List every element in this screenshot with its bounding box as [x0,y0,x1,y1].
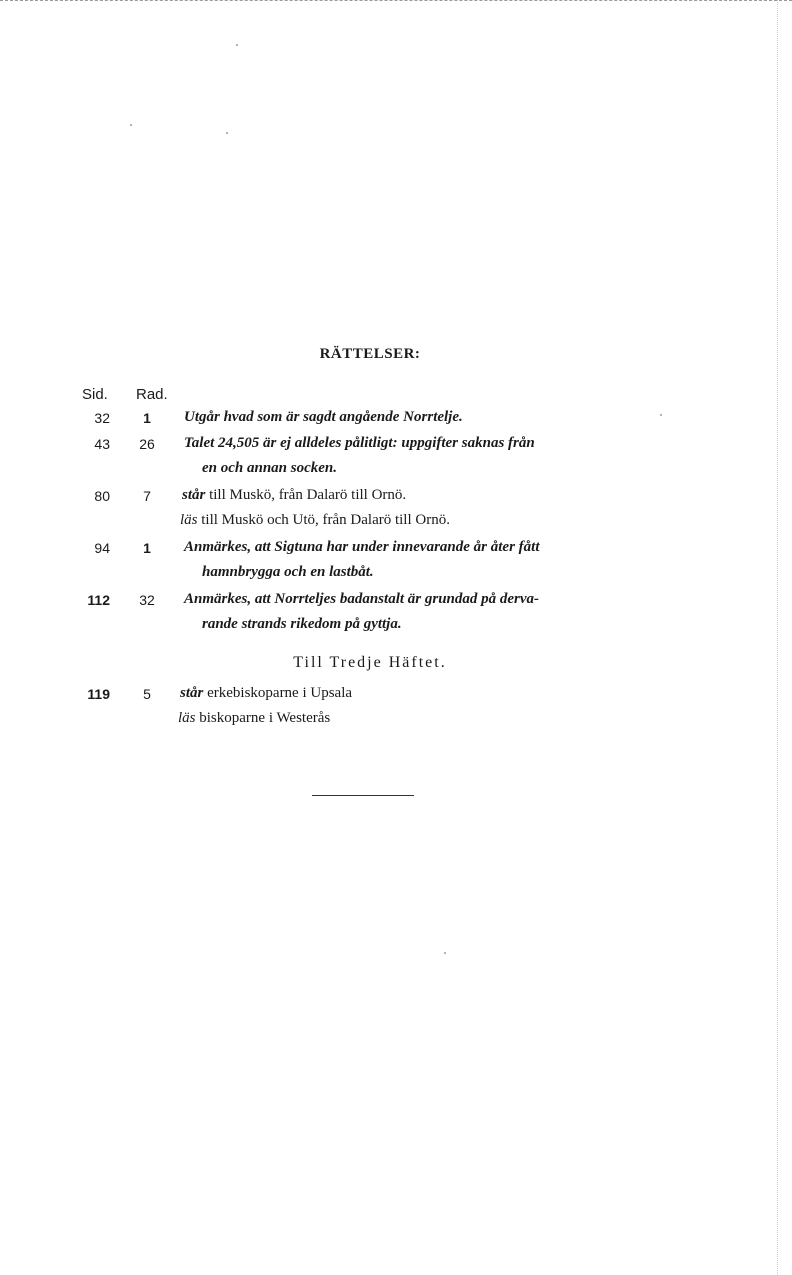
column-header-sid: Sid. [82,386,108,403]
entry-line-number: 1 [143,410,151,426]
entry-page-number: 119 [87,686,110,702]
entry-line-number: 7 [143,488,151,504]
entry-correction-stands [180,685,654,702]
entry-text: Anmärkes, att Sigtuna har under innevarande år åter fått [184,539,540,555]
entry-line-number: 26 [139,436,155,452]
page-edge [777,0,778,1275]
entry-text: Talet 24,505 är ej alldeles pålitligt: uppgifter saknas från [184,435,535,451]
entry-correction-read [178,710,652,727]
entry-text-continued: en och annan socken. [202,460,338,476]
entry-line-number: 32 [139,592,155,608]
page-title: RÄTTELSER: [319,346,421,362]
entry-page-number: 43 [94,436,110,452]
entry-page-number: 94 [94,540,110,556]
paper-speck [226,132,228,134]
entry-line-number: 5 [143,686,151,702]
closing-rule [312,795,414,796]
entry-page-number: 80 [94,488,110,504]
entry-text: Anmärkes, att Norrteljes badanstalt är grundad på derva- [184,591,540,607]
read-text: till Muskö och Utö, från Dalarö till Ornö. [201,512,450,528]
entry-text-continued: rande strands rikedom på gyttja. [202,616,402,632]
paper-speck [236,44,238,46]
stands-label: står [182,487,206,503]
entry-line-number: 1 [143,540,151,556]
column-header-rad: Rad. [136,386,168,403]
entry-correction-read [180,512,654,529]
paper-speck [130,124,132,126]
stands-text: till Muskö, från Dalarö till Ornö. [209,487,407,503]
paper-speck [444,952,446,954]
read-label: läs [178,710,196,726]
stands-text: erkebiskoparne i Upsala [207,685,353,701]
top-edge-rule [0,0,792,7]
entry-text-continued: hamnbrygga och en lastbåt. [202,564,374,580]
entry-page-number: 112 [87,592,110,608]
entry-page-number: 32 [94,410,110,426]
read-label: läs [180,512,198,528]
paper-speck [660,414,662,416]
stands-label: står [180,685,204,701]
section-subtitle: Till Tredje Häftet. [293,654,447,671]
read-text: biskoparne i Westerås [199,710,331,726]
entry-correction-stands [182,487,656,504]
entry-text: Utgår hvad som är sagdt angående Norrtelje. [184,409,463,425]
